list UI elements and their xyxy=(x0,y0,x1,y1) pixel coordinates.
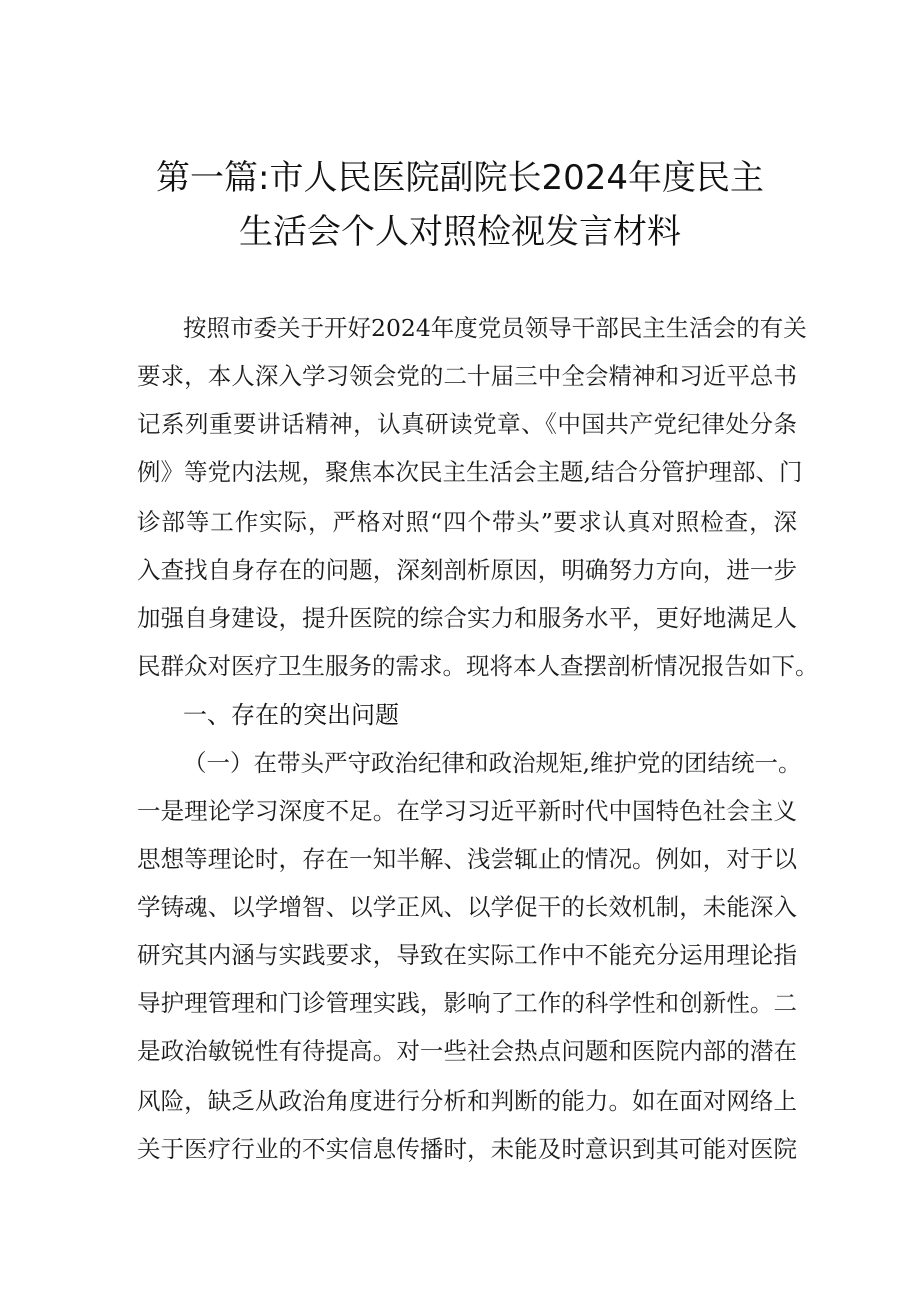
subsection-line: 关于医疗行业的不实信息传播时，未能及时意识到其可能对医院 xyxy=(137,1135,797,1163)
intro-line: 民群众对医疗卫生服务的需求。现将本人查摆剖析情况报告如下。 xyxy=(137,652,819,680)
intro-line: 诊部等工作实际，严格对照“四个带头”要求认真对照检查，深 xyxy=(137,508,797,536)
intro-line: 例》等党内法规，聚焦本次民主生活会主题,结合分管护理部、门 xyxy=(137,458,803,486)
subsection-line: 思想等理论时，存在一知半解、浅尝辄止的情况。例如，对于以 xyxy=(137,845,797,873)
intro-line: 入查找自身存在的问题，深刻剖析原因，明确努力方向，进一步 xyxy=(137,556,797,584)
intro-line: 记系列重要讲话精神，认真研读党章、《中国共产党纪律处分条 xyxy=(137,410,797,438)
subsection-line: 是政治敏锐性有待提高。对一些社会热点问题和医院内部的潜在 xyxy=(137,1037,797,1065)
section-heading: 一、存在的突出问题 xyxy=(183,701,399,729)
intro-line: 要求，本人深入学习领会党的二十届三中全会精神和习近平总书 xyxy=(137,362,797,390)
subsection-line: 风险，缺乏从政治角度进行分析和判断的能力。如在面对网络上 xyxy=(137,1087,797,1115)
subsection-line: 研究其内涵与实践要求，导致在实际工作中不能充分运用理论指 xyxy=(137,941,797,969)
subsection-line: （一）在带头严守政治纪律和政治规矩,维护党的团结统一。 xyxy=(183,749,802,777)
document-title-line-2: 生活会个人对照检视发言材料 xyxy=(239,212,681,252)
subsection-line: 一是理论学习深度不足。在学习习近平新时代中国特色社会主义 xyxy=(137,797,797,825)
subsection-line: 学铸魂、以学增智、以学正风、以学促干的长效机制，未能深入 xyxy=(137,893,797,921)
intro-line: 按照市委关于开好2024年度党员领导干部民主生活会的有关 xyxy=(183,314,807,342)
subsection-line: 导护理管理和门诊管理实践，影响了工作的科学性和创新性。二 xyxy=(137,989,797,1017)
document-title-line-1: 第一篇:市人民医院副院长2024年度民主 xyxy=(156,158,764,198)
intro-line: 加强自身建设，提升医院的综合实力和服务水平，更好地满足人 xyxy=(137,604,797,632)
